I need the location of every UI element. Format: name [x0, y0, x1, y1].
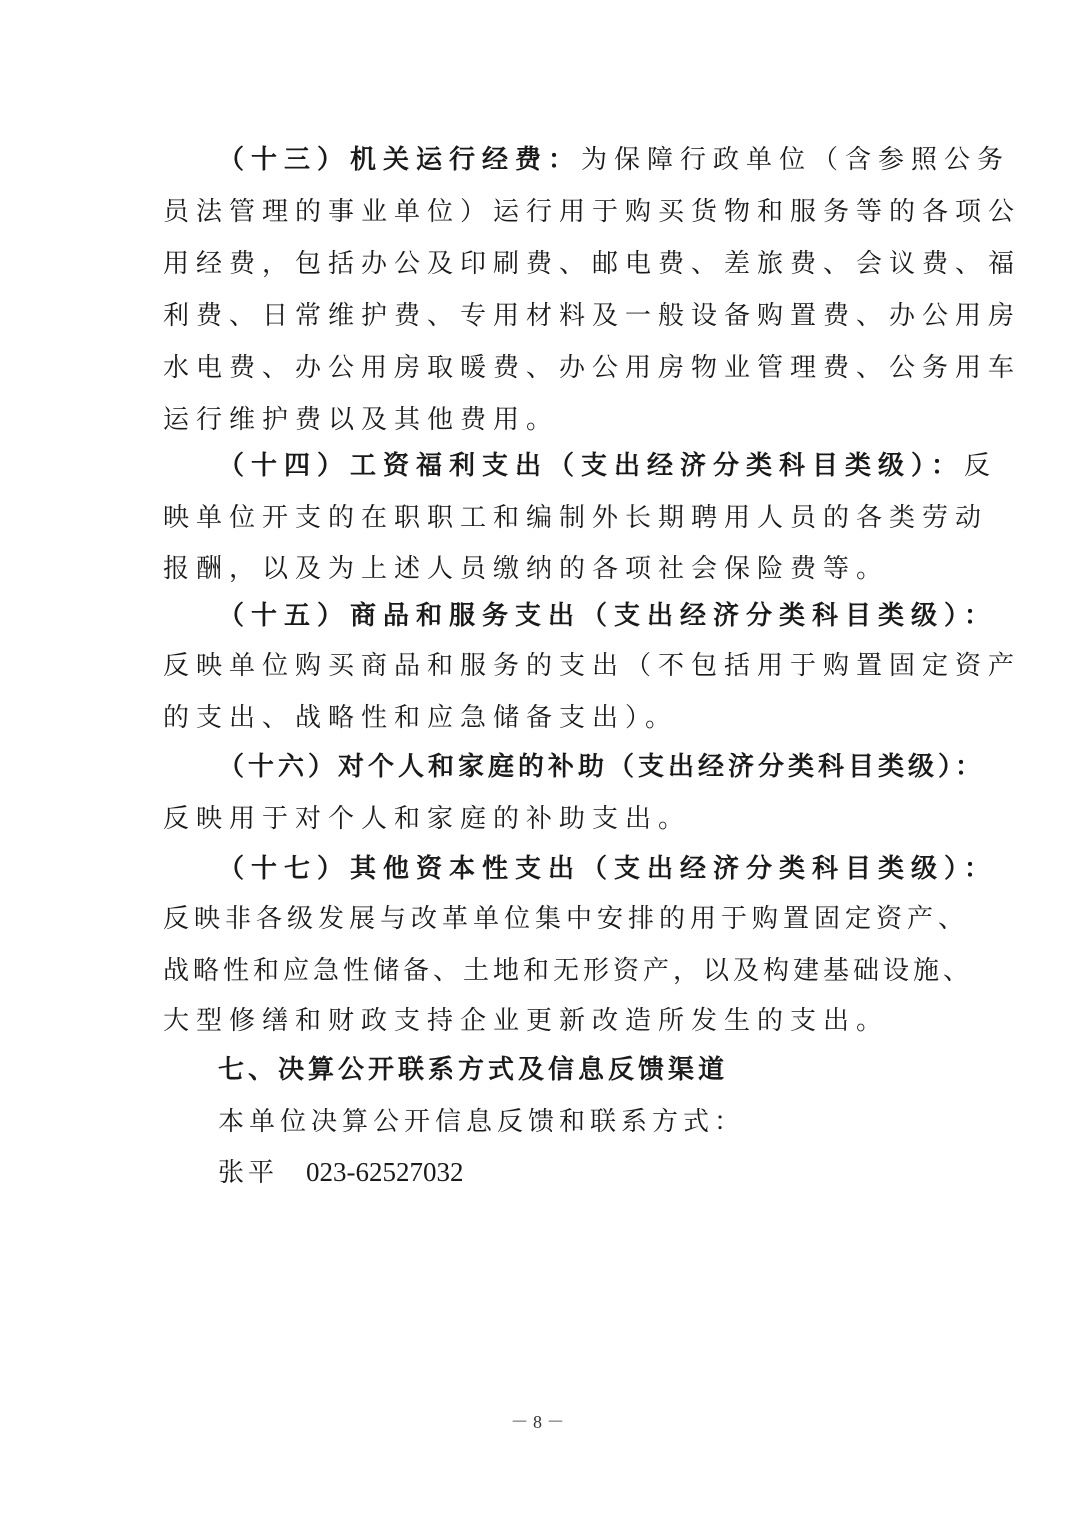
section-13-line-6: 运行维护费以及其他费用。	[163, 405, 560, 435]
section-17-line-2: 反映非各级发展与改革单位集中安排的用于购置固定资产、	[163, 904, 970, 934]
section-7-intro: 本单位决算公开信息反馈和联系方式：	[218, 1107, 746, 1137]
section-17-line-1	[218, 843, 998, 895]
section-13-line-1	[218, 134, 1011, 186]
section-15-line-3: 的支出、战略性和应急储备支出）。	[163, 703, 679, 733]
section-14-sep: ：	[931, 451, 965, 481]
section-14-line-3: 报酬，以及为上述人员缴纳的各项社会保险费等。	[163, 554, 890, 584]
section-13-line-5: 水电费、办公用房取暖费、办公用房物业管理费、公务用车	[163, 353, 1022, 383]
section-17-sep: ：	[964, 854, 998, 884]
section-17-line-4: 大型修缮和财政支持企业更新改造所发生的支出。	[163, 1006, 890, 1036]
section-7-heading: 七、决算公开联系方式及信息反馈渠道	[218, 1055, 729, 1085]
section-13-text: 为保障行政单位（含参照公务	[581, 145, 1011, 175]
section-16-line-1	[218, 741, 986, 793]
contact-name: 张平	[218, 1158, 279, 1188]
section-15-sep: ：	[964, 601, 998, 631]
section-16-sep: ：	[955, 752, 986, 782]
contact-line	[218, 1146, 923, 1198]
section-17-label: （十七）其他资本性支出（支出经济分类科目类级）	[218, 854, 965, 884]
section-16-line-2: 反映用于对个人和家庭的补助支出。	[163, 804, 692, 834]
section-13-line-4: 利费、日常维护费、专用材料及一般设备购置费、办公用房	[163, 301, 1022, 331]
section-15-label: （十五）商品和服务支出（支出经济分类科目类级）	[218, 601, 965, 631]
page-number: － 8 －	[510, 1412, 565, 1432]
section-16-label: （十六）对个人和家庭的补助（支出经济分类科目类级）	[218, 752, 956, 782]
section-15-line-2: 反映单位购买商品和服务的支出（不包括用于购置固定资产	[163, 651, 1022, 681]
section-14-line-2: 映单位开支的在职职工和编制外长期聘用人员的各类劳动	[163, 503, 989, 533]
section-17-line-3: 战略性和应急性储备、土地和无形资产，以及构建基础设施、	[163, 956, 974, 986]
section-13-label: （十三）机关运行经费	[218, 145, 549, 175]
contact-phone: 023-62527032	[306, 1157, 464, 1187]
section-13-line-3: 用经费，包括办公及印刷费、邮电费、差旅费、会议费、福	[163, 249, 1022, 279]
section-13-sep: ：	[548, 145, 582, 175]
section-14-line-1	[218, 440, 998, 492]
section-15-line-1	[218, 590, 998, 642]
section-13-line-2: 员法管理的事业单位）运行用于购买货物和服务等的各项公	[163, 197, 1022, 227]
section-14-label: （十四）工资福利支出（支出经济分类科目类级）	[218, 451, 932, 481]
section-14-text: 反	[964, 451, 998, 481]
